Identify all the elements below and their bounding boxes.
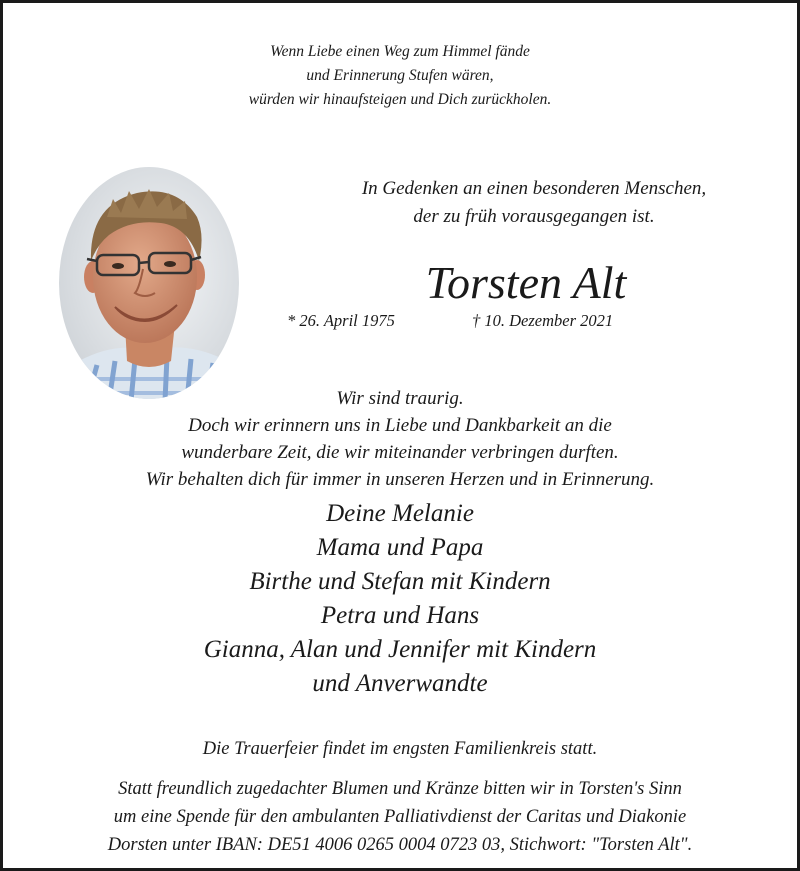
poem-line: Wenn Liebe einen Weg zum Himmel fände xyxy=(270,43,530,60)
tribute-line: Wir behalten dich für immer in unseren Herzen und in Erinnerung. xyxy=(145,469,655,490)
family-line: Petra und Hans xyxy=(320,602,480,629)
deceased-name: Torsten Alt xyxy=(425,257,627,308)
donation-line: Dorsten unter IBAN: DE51 4006 0265 0004 0723 03, Stichwort: "Torsten Alt". xyxy=(107,835,693,855)
tribute-line: Doch wir erinnern uns in Liebe und Dankbarkeit an die xyxy=(188,415,612,436)
family-line: Gianna, Alan und Jennifer mit Kindern xyxy=(203,636,597,663)
funeral-note: Die Trauerfeier findet im engsten Familienkreis statt. xyxy=(202,739,598,759)
memory-line: In Gedenken an einen besonderen Menschen, xyxy=(361,178,707,199)
poem-line: würden wir hinaufsteigen und Dich zurückholen. xyxy=(248,91,552,108)
donation-line: Statt freundlich zugedachter Blumen und Kränze bitten wir in Torsten's Sinn xyxy=(118,779,682,799)
family-line: und Anverwandte xyxy=(312,670,488,697)
poem-line: und Erinnerung Stufen wären, xyxy=(306,67,494,84)
memory-line: der zu früh vorausgegangen ist. xyxy=(413,206,655,227)
birth-date: * 26. April 1975 xyxy=(287,311,395,330)
family-line: Deine Melanie xyxy=(326,500,474,527)
tribute-line: wunderbare Zeit, die wir miteinander verbringen durften. xyxy=(181,442,619,463)
family-line: Mama und Papa xyxy=(316,534,484,561)
donation-line: um eine Spende für den ambulanten Palliativdienst der Caritas und Diakonie xyxy=(113,807,687,827)
tribute-line: Wir sind traurig. xyxy=(336,388,464,409)
death-date: † 10. Dezember 2021 xyxy=(472,311,614,330)
family-line: Birthe und Stefan mit Kindern xyxy=(249,568,551,595)
